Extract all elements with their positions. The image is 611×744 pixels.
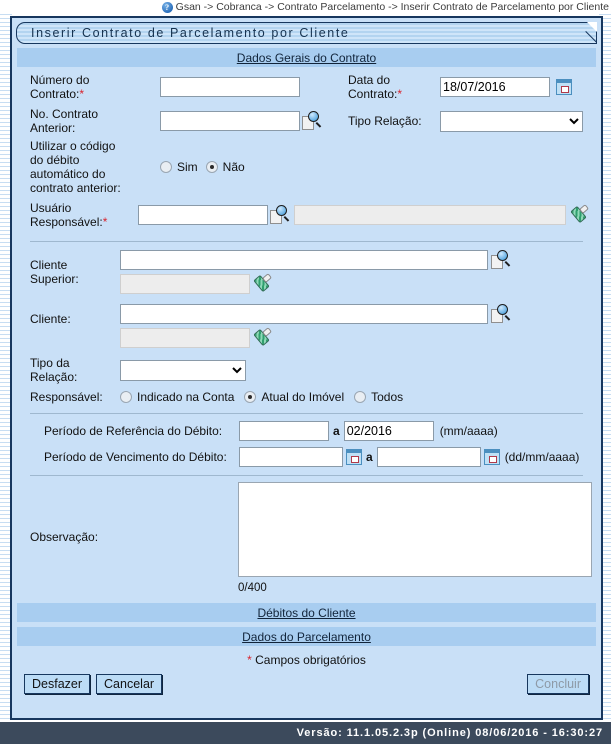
row-tipo-relacao — [16, 356, 597, 384]
radio-debito-automatico-nao[interactable] — [206, 161, 218, 173]
label-usuario-responsavel — [30, 201, 138, 229]
row-numero-contrato — [16, 73, 597, 101]
label-debito-automatico-l3: automático do — [30, 167, 106, 181]
row-usuario-responsavel — [16, 201, 597, 229]
label-data-contrato — [348, 73, 440, 101]
label-no-contrato-anterior-l1: No. Contrato — [30, 107, 99, 121]
periodo-referencia-hint: (mm/aaaa) — [439, 424, 498, 438]
radio-debito-automatico-sim[interactable] — [160, 161, 172, 173]
search-icon[interactable] — [302, 111, 322, 131]
required-fields-note — [16, 653, 597, 667]
usuario-responsavel-display — [294, 205, 566, 225]
eraser-icon[interactable] — [254, 274, 276, 294]
label-responsavel: Responsável: — [30, 390, 103, 404]
window-titlebar — [16, 22, 597, 44]
label-numero-contrato-l2: Contrato:* — [30, 87, 85, 101]
titlebar-fold-corner — [587, 22, 597, 32]
calendar-icon[interactable] — [346, 449, 362, 465]
status-bar — [0, 722, 611, 744]
section-link-dados-gerais[interactable]: Dados Gerais do Contrato — [236, 51, 377, 65]
usuario-responsavel-input[interactable] — [138, 205, 268, 225]
row-observacao — [16, 482, 597, 594]
label-usuario-responsavel-l1: Usuário — [30, 201, 72, 215]
section-header-debitos-cliente[interactable] — [17, 603, 596, 622]
periodo-vencimento-from[interactable] — [239, 447, 343, 467]
label-numero-contrato — [30, 73, 160, 101]
label-data-contrato-l1: Data do — [348, 73, 391, 87]
row-periodo-vencimento — [16, 447, 597, 467]
cliente-superior-input[interactable] — [120, 250, 488, 270]
label-observacao: Observação: — [30, 530, 99, 544]
form-body — [16, 48, 597, 716]
row-no-contrato-anterior — [16, 107, 597, 135]
divider-3 — [30, 475, 583, 476]
label-tipo-relacao-l2: Relação: — [30, 370, 78, 384]
cliente-superior-display — [120, 274, 250, 294]
page-title: Inserir Contrato de Parcelamento por Cliente — [31, 26, 350, 40]
main-window — [10, 16, 603, 720]
label-periodo-referencia: Período de Referência do Débito: — [44, 424, 223, 438]
search-icon[interactable] — [270, 205, 290, 225]
calendar-icon[interactable] — [484, 449, 500, 465]
radio-label-todos: Todos — [371, 390, 404, 404]
numero-contrato-input[interactable] — [160, 77, 300, 97]
cancelar-button[interactable]: Cancelar — [96, 674, 162, 694]
data-contrato-input[interactable] — [440, 77, 550, 97]
label-tipo-relacao — [30, 356, 120, 384]
section-header-dados-gerais[interactable] — [17, 48, 596, 67]
row-debito-automatico — [16, 139, 597, 195]
periodo-vencimento-to[interactable] — [377, 447, 481, 467]
concluir-button[interactable]: Concluir — [527, 674, 589, 694]
breadcrumb-text: Gsan -> Cobranca -> Contrato Parcelamento -> Inserir Contrato de Parcelamento por Cliente — [175, 1, 609, 13]
radio-label-indicado: Indicado na Conta — [137, 390, 235, 404]
cliente-display — [120, 328, 250, 348]
search-icon[interactable] — [491, 250, 511, 270]
tipo-relacao-top-select[interactable] — [440, 111, 583, 132]
search-icon[interactable] — [491, 304, 511, 324]
row-periodo-referencia — [16, 421, 597, 441]
required-star: * — [102, 215, 108, 229]
required-note-star: * — [247, 653, 252, 667]
row-cliente — [16, 304, 597, 348]
radio-label-sim: Sim — [177, 160, 198, 174]
required-star: * — [79, 87, 85, 101]
label-cliente-superior — [30, 250, 120, 286]
tipo-relacao-select[interactable] — [120, 360, 246, 381]
observacao-counter: 0/400 — [238, 582, 267, 594]
label-data-contrato-l2: Contrato:* — [348, 87, 403, 101]
section-header-dados-parcelamento[interactable] — [17, 627, 596, 646]
breadcrumb — [0, 0, 611, 14]
label-debito-automatico-l2: do débito — [30, 153, 80, 167]
eraser-icon[interactable] — [254, 328, 276, 348]
label-tipo-relacao-top: Tipo Relação: — [348, 114, 422, 128]
label-cliente-superior-l1: Cliente — [30, 258, 68, 272]
row-responsavel — [16, 390, 597, 404]
section-link-dados-parcelamento[interactable]: Dados do Parcelamento — [242, 630, 371, 644]
label-numero-contrato-l1: Número do — [30, 73, 90, 87]
section-link-debitos-cliente[interactable]: Débitos do Cliente — [257, 606, 356, 620]
cliente-input[interactable] — [120, 304, 488, 324]
required-star: * — [397, 87, 403, 101]
periodo-vencimento-separator: a — [366, 450, 373, 464]
radio-responsavel-atual[interactable] — [244, 391, 256, 403]
row-cliente-superior — [16, 250, 597, 294]
periodo-referencia-from[interactable] — [239, 421, 329, 441]
label-usuario-responsavel-l2: Responsável:* — [30, 215, 108, 229]
label-tipo-relacao-l1: Tipo da — [30, 356, 70, 370]
periodo-referencia-to[interactable] — [344, 421, 434, 441]
label-cliente-superior-l2: Superior: — [30, 272, 79, 286]
calendar-icon[interactable] — [556, 79, 572, 95]
version-text: Versão: 11.1.05.2.3p (Online) 08/06/2016 - 16:30:27 — [296, 727, 603, 739]
radio-responsavel-todos[interactable] — [354, 391, 366, 403]
label-debito-automatico-l1: Utilizar o código — [30, 139, 116, 153]
radio-responsavel-indicado[interactable] — [120, 391, 132, 403]
eraser-icon[interactable] — [571, 205, 593, 225]
periodo-referencia-separator: a — [333, 424, 340, 438]
required-note-text: Campos obrigatórios — [255, 653, 366, 667]
label-periodo-vencimento: Período de Vencimento do Débito: — [44, 450, 227, 464]
periodo-vencimento-hint: (dd/mm/aaaa) — [504, 450, 580, 464]
desfazer-button[interactable]: Desfazer — [24, 674, 90, 694]
label-debito-automatico — [30, 139, 160, 195]
form-action-buttons — [16, 674, 597, 694]
divider-2 — [30, 413, 583, 414]
radio-label-nao: Não — [222, 160, 245, 174]
no-contrato-anterior-input[interactable] — [160, 111, 300, 131]
observacao-textarea[interactable] — [238, 482, 592, 577]
label-no-contrato-anterior-l2: Anterior: — [30, 121, 76, 135]
radio-label-atual: Atual do Imóvel — [261, 390, 345, 404]
label-debito-automatico-l4: contrato anterior: — [30, 181, 121, 195]
label-cliente: Cliente: — [30, 312, 71, 326]
label-no-contrato-anterior — [30, 107, 160, 135]
divider-1 — [30, 241, 583, 242]
help-icon[interactable]: ? — [162, 2, 173, 13]
